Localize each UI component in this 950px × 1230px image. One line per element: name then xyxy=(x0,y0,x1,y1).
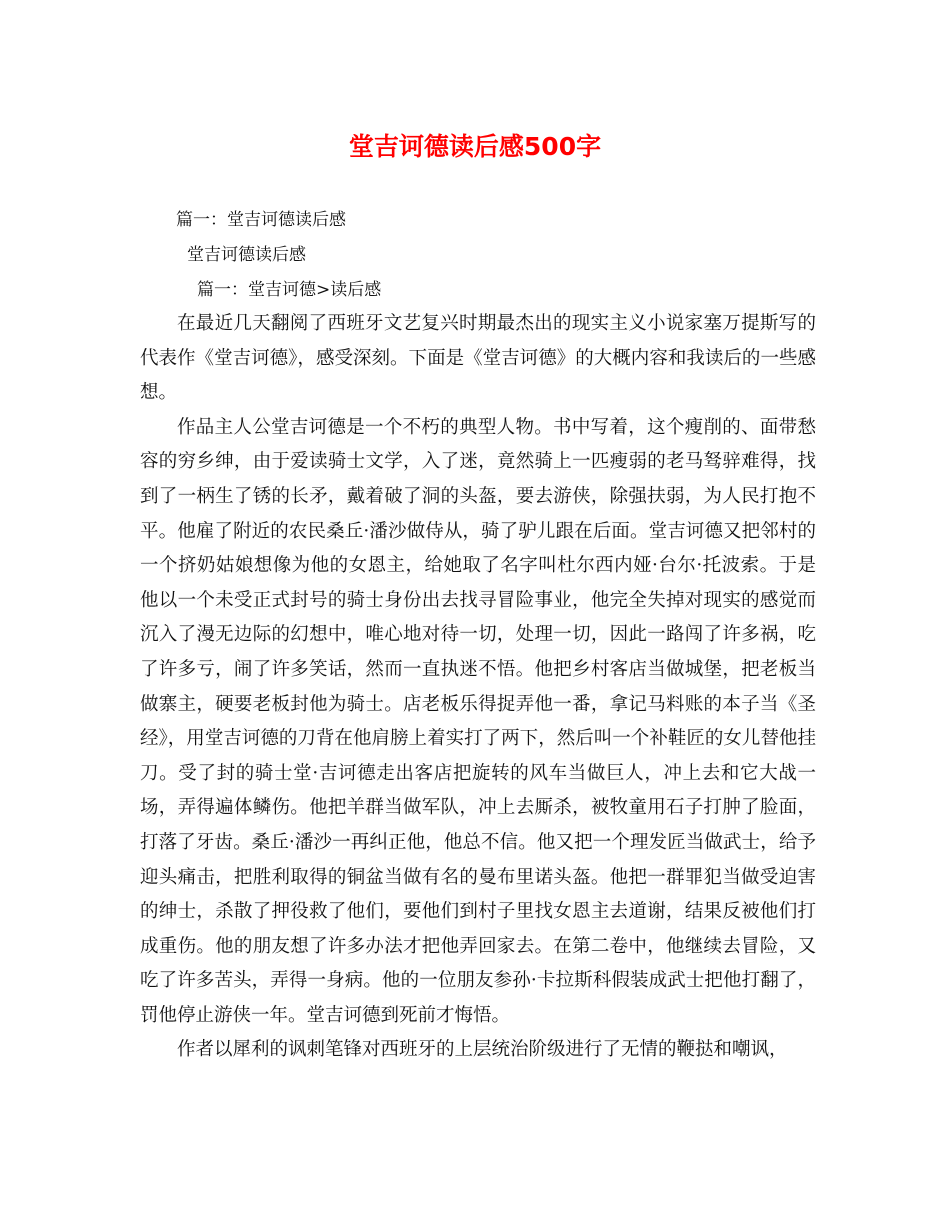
section-heading-2: 堂吉诃德读后感 xyxy=(187,245,306,265)
paragraph-plot: 作品主人公堂吉诃德是一个不朽的典型人物。书中写着，这个瘦削的、面带愁容的穷乡绅，由于爱读骑士文学，入了迷，竟然骑上一匹瘦弱的老马驽骍难得，找到了一柄生了锈的长矛，戴着破了洞的头盔，要去游侠，除强扶弱，为人民打抱不平。他雇了附近的农民桑丘·潘沙做侍从，骑了驴儿跟在后面。堂吉诃德又把邻村的一个挤奶姑娘想像为他的女恩主，给她取了名字叫杜尔西内娅·台尔·托波索。于是他以一个未受正式封号的骑士身份出去找寻冒险事业，他完全失掉对现实的感觉而沉入了漫无边际的幻想中，唯心地对待一切，处理一切，因此一路闯了许多祸，吃了许多亏，闹了许多笑话，然而一直执迷不悟。他把乡村客店当做城堡，把老板当做寨主，硬要老板封他为骑士。店老板乐得捉弄他一番，拿记马料账的本子当《圣经》，用堂吉诃德的刀背在他肩膀上着实打了两下，然后叫一个补鞋匠的女儿替他挂刀。受了封的骑士堂·吉诃德走出客店把旋转的风车当做巨人，冲上去和它大战一场，弄得遍体鳞伤。他把羊群当做军队，冲上去厮杀，被牧童用石子打肿了脸面，打落了牙齿。桑丘·潘沙一再纠正他，他总不信。他又把一个理发匠当做武士，给予迎头痛击，把胜利取得的铜盆当做有名的曼布里诺头盔。他把一群罪犯当做受迫害的绅士，杀散了押役救了他们，要他们到村子里找女恩主去道谢，结果反被他们打成重伤。他的朋友想了许多办法才把他弄回家去。在第二卷中，他继续去冒险，又吃了许多苦头，弄得一身病。他的一位朋友参孙·卡拉斯科假装成武士把他打翻了，罚他停止游侠一年。堂吉诃德到死前才悔悟。 xyxy=(140,416,816,1026)
paragraph-analysis: 作者以犀利的讽刺笔锋对西班牙的上层统治阶级进行了无情的鞭挞和嘲讽， xyxy=(177,1039,788,1061)
document-title: 堂吉诃德读后感500字 xyxy=(348,132,602,161)
section-heading-1: 篇一：堂吉诃德读后感 xyxy=(176,210,346,230)
document-body xyxy=(140,307,816,1068)
paragraph-intro: 在最近几天翻阅了西班牙文艺复兴时期最杰出的现实主义小说家塞万提斯写的代表作《堂吉诃德》，感受深刻。下面是《堂吉诃德》的大概内容和我读后的一些感想。 xyxy=(140,313,816,404)
section-heading-3: 篇一：堂吉诃德>读后感 xyxy=(197,280,382,300)
